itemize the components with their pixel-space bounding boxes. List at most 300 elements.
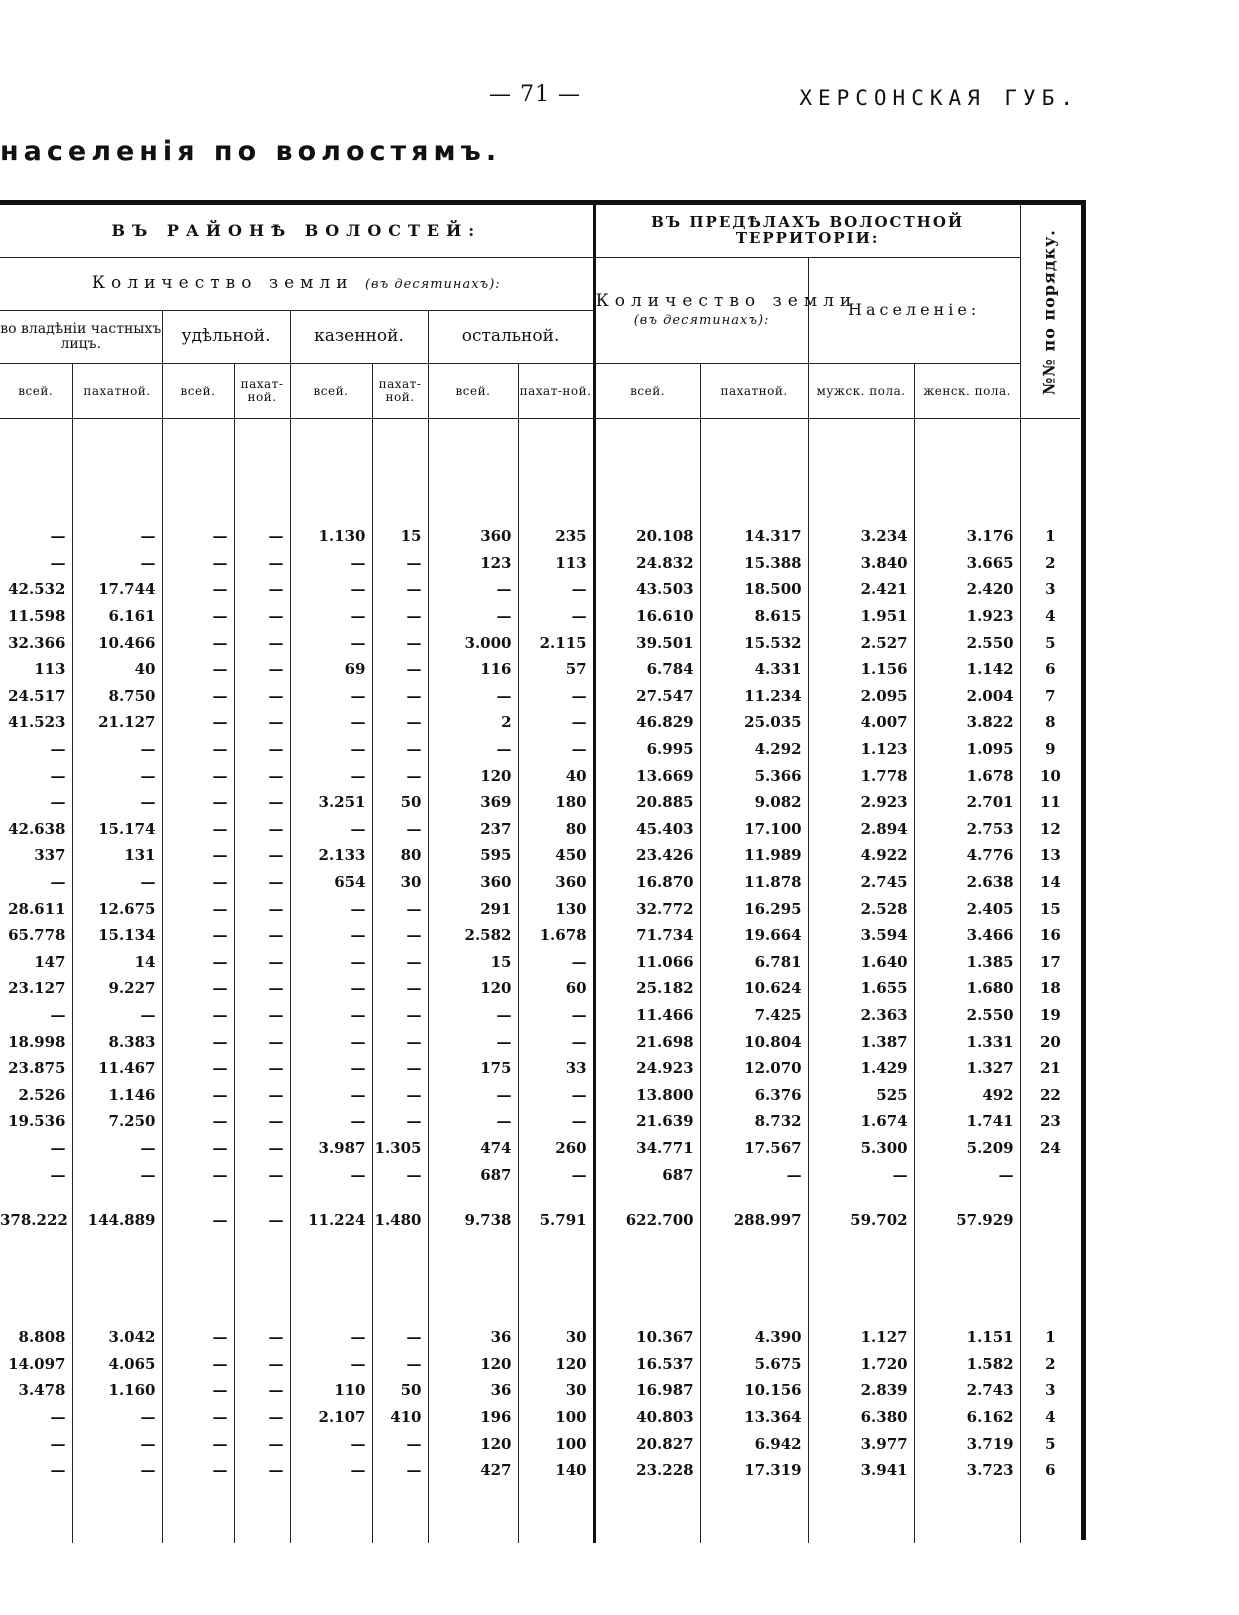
cell-territory-all: 622.700 — [594, 1188, 700, 1252]
cell-other-all: 120 — [428, 762, 518, 789]
cell-other-all: — — [428, 683, 518, 710]
cell-territory-arable: 17.100 — [700, 816, 808, 843]
cell-male: 2.095 — [808, 683, 914, 710]
table-row — [0, 603, 1080, 630]
cell-state-all: — — [290, 736, 372, 763]
cell-order: 18 — [1039, 979, 1061, 998]
cell-appanage-all: — — [162, 576, 234, 603]
cell-other-arable: 360 — [518, 869, 594, 896]
cell-state-all: 11.224 — [290, 1188, 372, 1252]
cell-state-all: — — [290, 762, 372, 789]
land-qty-right-unit: (въ десятинахъ): — [633, 312, 770, 328]
cell-private-all: 337 — [0, 842, 72, 869]
spacer-cell — [428, 1483, 518, 1543]
cell-order: 3 — [1045, 1381, 1056, 1400]
cell-territory-all: 32.772 — [594, 895, 700, 922]
cell-territory-arable: 12.070 — [700, 1055, 808, 1082]
cell-territory-arable: 17.567 — [700, 1135, 808, 1162]
cell-appanage-all: — — [162, 1404, 234, 1431]
cell-private-all: 18.998 — [0, 1028, 72, 1055]
cell-other-all: 360 — [428, 869, 518, 896]
cell-territory-all: 21.639 — [594, 1108, 700, 1135]
cell-other-arable: 140 — [518, 1457, 594, 1484]
cell-territory-all: 24.923 — [594, 1055, 700, 1082]
cell-appanage-arable: — — [234, 1135, 290, 1162]
cell-state-arable: — — [372, 576, 428, 603]
cell-private-all: 23.875 — [0, 1055, 72, 1082]
cell-appanage-all: — — [162, 1430, 234, 1457]
cell-territory-all: 20.885 — [594, 789, 700, 816]
cell-male: 525 — [808, 1081, 914, 1108]
cell-private-arable: — — [72, 523, 162, 550]
cell-other-all: 116 — [428, 656, 518, 683]
cell-other-all: 427 — [428, 1457, 518, 1484]
cell-female: 3.822 — [914, 709, 1020, 736]
spacer-cell — [162, 419, 234, 524]
cell-territory-all: 13.800 — [594, 1081, 700, 1108]
cell-state-all: 654 — [290, 869, 372, 896]
spacer-cell — [0, 1483, 72, 1543]
cell-male: 3.977 — [808, 1430, 914, 1457]
cell-female: 3.665 — [914, 550, 1020, 577]
cell-female: 2.550 — [914, 629, 1020, 656]
cell-private-arable: 15.174 — [72, 816, 162, 843]
cell-appanage-arable: — — [234, 1324, 290, 1351]
cell-territory-arable: 19.664 — [700, 922, 808, 949]
spacer-cell — [234, 1483, 290, 1543]
cell-state-arable: 30 — [372, 869, 428, 896]
cell-other-arable: — — [518, 736, 594, 763]
spacer-cell — [72, 419, 162, 524]
cell-other-all: — — [428, 1108, 518, 1135]
header-population: Населеніе: — [808, 258, 1020, 364]
cell-male: 1.429 — [808, 1055, 914, 1082]
cell-other-arable: 57 — [518, 656, 594, 683]
cell-state-all: — — [290, 1350, 372, 1377]
cell-private-arable: — — [72, 1135, 162, 1162]
cell-male: 1.778 — [808, 762, 914, 789]
cell-state-all: — — [290, 629, 372, 656]
province-header: ХЕРСОНСКАЯ ГУБ. — [799, 86, 1079, 110]
cell-other-arable: 450 — [518, 842, 594, 869]
cell-private-all: 23.127 — [0, 975, 72, 1002]
cell-territory-all: 27.547 — [594, 683, 700, 710]
spacer-cell — [372, 1252, 428, 1324]
cell-other-arable: 1.678 — [518, 922, 594, 949]
cell-state-arable: — — [372, 656, 428, 683]
cell-other-arable: 113 — [518, 550, 594, 577]
cell-private-arable: 17.744 — [72, 576, 162, 603]
table-row — [0, 789, 1080, 816]
cell-appanage-arable: — — [234, 1188, 290, 1252]
cell-male: 3.594 — [808, 922, 914, 949]
table-row — [0, 1404, 1080, 1431]
cell-appanage-arable: — — [234, 1457, 290, 1484]
cell-other-arable: 30 — [518, 1377, 594, 1404]
cell-private-all: 8.808 — [0, 1324, 72, 1351]
spacer-cell — [372, 1483, 428, 1543]
cell-private-arable: — — [72, 736, 162, 763]
cell-private-arable: — — [72, 789, 162, 816]
cell-appanage-arable: — — [234, 629, 290, 656]
cell-appanage-arable: — — [234, 975, 290, 1002]
statistics-table — [0, 205, 1080, 1543]
cell-other-arable: — — [518, 1002, 594, 1029]
cell-male: 1.674 — [808, 1108, 914, 1135]
cell-state-all: — — [290, 576, 372, 603]
cell-order: 5 — [1045, 1434, 1056, 1453]
cell-appanage-all: — — [162, 656, 234, 683]
cell-territory-all: 10.367 — [594, 1324, 700, 1351]
cell-order: 21 — [1039, 1059, 1061, 1078]
cell-state-arable: — — [372, 1161, 428, 1188]
cell-order: 14 — [1039, 873, 1061, 892]
spacer-cell — [372, 419, 428, 524]
cell-private-all: 41.523 — [0, 709, 72, 736]
cell-territory-all: 46.829 — [594, 709, 700, 736]
cell-female: 1.142 — [914, 656, 1020, 683]
spacer-cell — [1020, 419, 1080, 524]
cell-private-arable: — — [72, 762, 162, 789]
cell-other-all: — — [428, 576, 518, 603]
cell-territory-all: 45.403 — [594, 816, 700, 843]
cell-appanage-all: — — [162, 869, 234, 896]
cell-state-arable: 80 — [372, 842, 428, 869]
cell-state-all: 2.107 — [290, 1404, 372, 1431]
cell-appanage-all: — — [162, 1028, 234, 1055]
cell-territory-arable: 15.532 — [700, 629, 808, 656]
cell-state-arable: — — [372, 895, 428, 922]
cell-female: 3.719 — [914, 1430, 1020, 1457]
cell-other-arable: — — [518, 1028, 594, 1055]
spacer-cell — [518, 1483, 594, 1543]
header-order-number — [1020, 205, 1080, 419]
cell-order: 12 — [1039, 819, 1061, 838]
table-row — [0, 736, 1080, 763]
cell-territory-arable: 6.942 — [700, 1430, 808, 1457]
cell-appanage-all: — — [162, 789, 234, 816]
cell-private-all: — — [0, 736, 72, 763]
table-row — [0, 1028, 1080, 1055]
spacer-cell — [594, 1483, 700, 1543]
table-row — [0, 1377, 1080, 1404]
cell-territory-arable: 14.317 — [700, 523, 808, 550]
cell-other-arable: 40 — [518, 762, 594, 789]
cell-territory-arable: 288.997 — [700, 1188, 808, 1252]
cell-other-all: 2.582 — [428, 922, 518, 949]
cell-male: 1.951 — [808, 603, 914, 630]
cell-private-arable: 14 — [72, 949, 162, 976]
cell-male: 4.007 — [808, 709, 914, 736]
cell-appanage-all: — — [162, 1324, 234, 1351]
cell-private-arable: 40 — [72, 656, 162, 683]
cell-order: 22 — [1039, 1085, 1061, 1104]
table-row — [0, 842, 1080, 869]
cell-state-arable: — — [372, 1430, 428, 1457]
cell-order: 10 — [1039, 766, 1061, 785]
spacer-cell — [700, 1252, 808, 1324]
cell-appanage-all: — — [162, 709, 234, 736]
cell-other-all: — — [428, 1081, 518, 1108]
cell-territory-arable: 10.624 — [700, 975, 808, 1002]
cell-state-arable: — — [372, 762, 428, 789]
cell-male: 1.640 — [808, 949, 914, 976]
spacer-cell — [162, 1483, 234, 1543]
cell-state-all: — — [290, 1028, 372, 1055]
cell-territory-arable: 16.295 — [700, 895, 808, 922]
cell-other-arable: — — [518, 709, 594, 736]
header-other-arable: пахат-ной. — [518, 364, 594, 419]
cell-appanage-arable: — — [234, 789, 290, 816]
spacer-cell — [700, 1483, 808, 1543]
cell-private-all: 147 — [0, 949, 72, 976]
table-row — [0, 869, 1080, 896]
cell-state-all: — — [290, 895, 372, 922]
cell-territory-arable: 5.366 — [700, 762, 808, 789]
spacer-cell — [234, 419, 290, 524]
cell-state-all: — — [290, 683, 372, 710]
table-body — [0, 419, 1080, 1544]
cell-other-arable: — — [518, 949, 594, 976]
cell-male: 2.528 — [808, 895, 914, 922]
land-qty-left-label: Количество земли — [91, 273, 354, 294]
cell-appanage-arable: — — [234, 816, 290, 843]
cell-private-all: 11.598 — [0, 603, 72, 630]
spacer-cell — [234, 1252, 290, 1324]
cell-territory-arable: 4.390 — [700, 1324, 808, 1351]
cell-private-arable: 131 — [72, 842, 162, 869]
cell-female: 1.151 — [914, 1324, 1020, 1351]
cell-male: 2.421 — [808, 576, 914, 603]
cell-order: 1 — [1045, 1328, 1056, 1347]
cell-private-all: 14.097 — [0, 1350, 72, 1377]
cell-territory-all: 687 — [594, 1161, 700, 1188]
cell-other-arable: 100 — [518, 1404, 594, 1431]
cell-state-arable: — — [372, 816, 428, 843]
cell-state-all: — — [290, 816, 372, 843]
cell-appanage-arable: — — [234, 869, 290, 896]
page-title: населенія по волостямъ. — [0, 136, 502, 167]
cell-female: 1.741 — [914, 1108, 1020, 1135]
cell-state-arable: 1.305 — [372, 1135, 428, 1162]
cell-private-all: 28.611 — [0, 895, 72, 922]
cell-female: 2.004 — [914, 683, 1020, 710]
cell-territory-all: 20.827 — [594, 1430, 700, 1457]
cell-appanage-arable: — — [234, 576, 290, 603]
cell-state-all: 3.251 — [290, 789, 372, 816]
header-state-all: всей. — [290, 364, 372, 419]
cell-other-arable: 100 — [518, 1430, 594, 1457]
cell-territory-arable: 7.425 — [700, 1002, 808, 1029]
header-territory-arable: пахатной. — [700, 364, 808, 419]
cell-appanage-arable: — — [234, 1350, 290, 1377]
cell-male: — — [808, 1161, 914, 1188]
cell-appanage-all: — — [162, 1135, 234, 1162]
cell-private-arable: 8.750 — [72, 683, 162, 710]
cell-private-arable: — — [72, 1430, 162, 1457]
spacer-cell — [914, 1252, 1020, 1324]
cell-male: 1.123 — [808, 736, 914, 763]
header-appanage-all: всей. — [162, 364, 234, 419]
cell-appanage-arable: — — [234, 1002, 290, 1029]
cell-private-arable: — — [72, 550, 162, 577]
cell-state-arable: — — [372, 1028, 428, 1055]
cell-order: 19 — [1039, 1005, 1061, 1024]
cell-appanage-arable: — — [234, 683, 290, 710]
cell-other-all: — — [428, 603, 518, 630]
cell-territory-arable: 10.156 — [700, 1377, 808, 1404]
cell-territory-arable: 9.082 — [700, 789, 808, 816]
cell-other-all: 291 — [428, 895, 518, 922]
table-row — [0, 1457, 1080, 1484]
cell-order: 5 — [1045, 633, 1056, 652]
cell-appanage-all: — — [162, 949, 234, 976]
cell-territory-all: 11.066 — [594, 949, 700, 976]
spacer-cell — [518, 1252, 594, 1324]
spacer-cell — [72, 1483, 162, 1543]
cell-appanage-all: — — [162, 683, 234, 710]
cell-private-all: 32.366 — [0, 629, 72, 656]
spacer-cell — [72, 1252, 162, 1324]
cell-state-all: — — [290, 709, 372, 736]
cell-other-arable: — — [518, 576, 594, 603]
cell-state-arable: — — [372, 1002, 428, 1029]
spacer-cell — [808, 1252, 914, 1324]
cell-territory-arable: 13.364 — [700, 1404, 808, 1431]
table-row — [0, 1135, 1080, 1162]
cell-private-all: — — [0, 1002, 72, 1029]
cell-private-arable: 3.042 — [72, 1324, 162, 1351]
cell-private-arable: 10.466 — [72, 629, 162, 656]
cell-territory-arable: 25.035 — [700, 709, 808, 736]
spacer-cell — [808, 419, 914, 524]
cell-order — [1020, 1161, 1080, 1188]
cell-male: 2.839 — [808, 1377, 914, 1404]
cell-appanage-arable: — — [234, 550, 290, 577]
cell-private-arable: 8.383 — [72, 1028, 162, 1055]
cell-appanage-arable: — — [234, 603, 290, 630]
cell-other-all: 120 — [428, 1350, 518, 1377]
cell-private-all: — — [0, 550, 72, 577]
header-female: женск. пола. — [914, 364, 1020, 419]
cell-other-arable: 130 — [518, 895, 594, 922]
spacer-cell — [162, 1252, 234, 1324]
table-row — [0, 895, 1080, 922]
cell-state-arable: — — [372, 1108, 428, 1135]
cell-private-all: — — [0, 1161, 72, 1188]
cell-private-all: — — [0, 1404, 72, 1431]
cell-order: 11 — [1039, 793, 1061, 812]
cell-other-arable: 260 — [518, 1135, 594, 1162]
cell-other-all: — — [428, 1002, 518, 1029]
cell-private-all: — — [0, 523, 72, 550]
cell-other-arable: 120 — [518, 1350, 594, 1377]
cell-other-all: 120 — [428, 975, 518, 1002]
cell-private-arable: 7.250 — [72, 1108, 162, 1135]
cell-order: 6 — [1045, 1461, 1056, 1480]
cell-state-arable: — — [372, 1350, 428, 1377]
cell-state-arable: 50 — [372, 789, 428, 816]
cell-female: 3.466 — [914, 922, 1020, 949]
cell-state-arable: — — [372, 709, 428, 736]
cell-female: 4.776 — [914, 842, 1020, 869]
cell-appanage-arable: — — [234, 1404, 290, 1431]
cell-private-arable: 1.160 — [72, 1377, 162, 1404]
table-row — [0, 576, 1080, 603]
cell-female: 2.753 — [914, 816, 1020, 843]
cell-territory-all: 16.987 — [594, 1377, 700, 1404]
cell-male: 3.941 — [808, 1457, 914, 1484]
cell-territory-all: 6.995 — [594, 736, 700, 763]
cell-state-all: 69 — [290, 656, 372, 683]
cell-female: 1.678 — [914, 762, 1020, 789]
cell-private-all: 24.517 — [0, 683, 72, 710]
cell-other-all: 9.738 — [428, 1188, 518, 1252]
cell-order: 23 — [1039, 1112, 1061, 1131]
cell-appanage-arable: — — [234, 1081, 290, 1108]
cell-appanage-arable: — — [234, 1028, 290, 1055]
cell-state-all: — — [290, 1081, 372, 1108]
cell-territory-arable: 8.615 — [700, 603, 808, 630]
cell-territory-arable: 5.675 — [700, 1350, 808, 1377]
cell-appanage-all: — — [162, 603, 234, 630]
cell-state-arable: 50 — [372, 1377, 428, 1404]
cell-male: 3.234 — [808, 523, 914, 550]
cell-state-arable: — — [372, 922, 428, 949]
table-top-spacer — [0, 419, 1080, 524]
cell-private-all: 42.638 — [0, 816, 72, 843]
cell-appanage-arable: — — [234, 656, 290, 683]
cell-other-arable: 5.791 — [518, 1188, 594, 1252]
order-label: №№ по порядку. — [1039, 228, 1059, 395]
cell-state-all: — — [290, 1161, 372, 1188]
table-row — [0, 1002, 1080, 1029]
cell-state-arable: — — [372, 550, 428, 577]
cell-order: 2 — [1045, 553, 1056, 572]
cell-female: 5.209 — [914, 1135, 1020, 1162]
spacer-cell — [594, 1252, 700, 1324]
cell-territory-all: 43.503 — [594, 576, 700, 603]
cell-other-all: 175 — [428, 1055, 518, 1082]
cell-other-all: — — [428, 736, 518, 763]
cell-female: 2.420 — [914, 576, 1020, 603]
cell-territory-arable: 4.331 — [700, 656, 808, 683]
cell-appanage-arable: — — [234, 1161, 290, 1188]
cell-female: 3.723 — [914, 1457, 1020, 1484]
cell-appanage-arable: — — [234, 895, 290, 922]
cell-territory-arable: 4.292 — [700, 736, 808, 763]
cell-order: 1 — [1045, 527, 1056, 546]
cell-state-arable: — — [372, 1055, 428, 1082]
cell-appanage-all: — — [162, 1457, 234, 1484]
cell-appanage-all: — — [162, 1377, 234, 1404]
cell-territory-all: 25.182 — [594, 975, 700, 1002]
cell-private-all: — — [0, 789, 72, 816]
cell-private-arable: — — [72, 1002, 162, 1029]
cell-female: 1.331 — [914, 1028, 1020, 1055]
cell-territory-all: 40.803 — [594, 1404, 700, 1431]
cell-state-arable: — — [372, 603, 428, 630]
cell-territory-arable: 11.234 — [700, 683, 808, 710]
table-row — [0, 1161, 1080, 1188]
cell-state-arable: 1.480 — [372, 1188, 428, 1252]
cell-female: 492 — [914, 1081, 1020, 1108]
cell-private-all: — — [0, 1457, 72, 1484]
header-other: остальной. — [428, 311, 594, 364]
cell-other-all: 687 — [428, 1161, 518, 1188]
cell-order: 17 — [1039, 952, 1061, 971]
cell-male: 2.527 — [808, 629, 914, 656]
